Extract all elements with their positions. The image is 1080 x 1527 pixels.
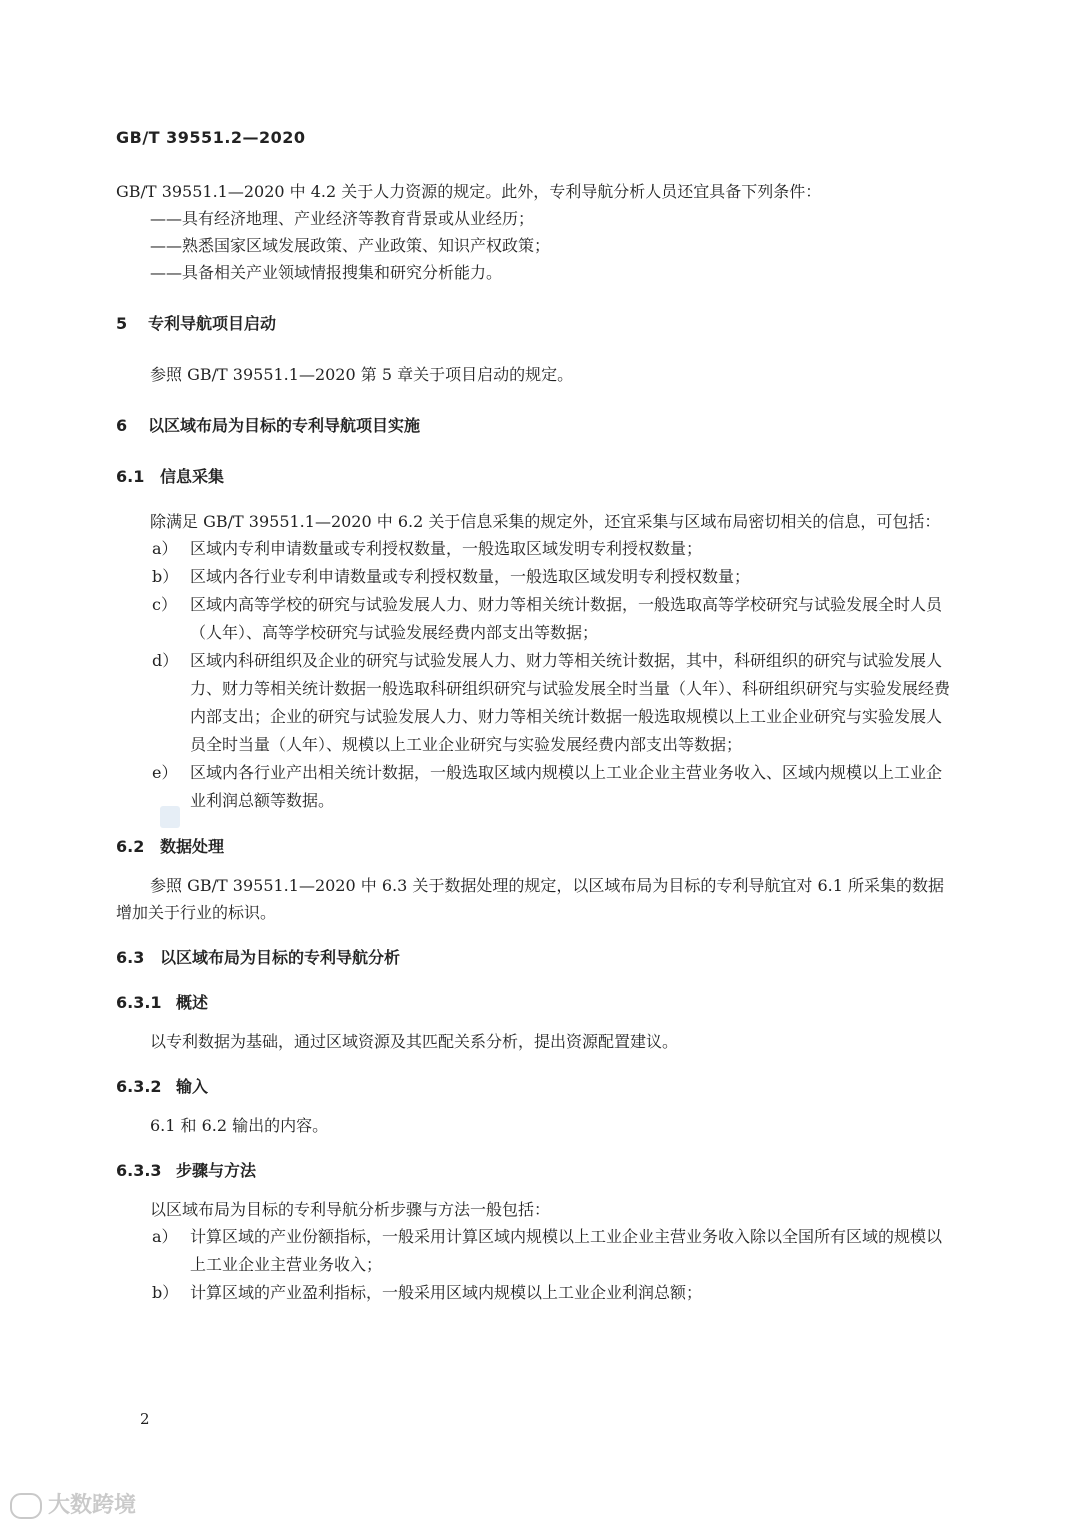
section-6-3-1-heading [116,989,956,1016]
watermark [10,1488,136,1519]
intro-dash-item: ——具有经济地理、产业经济等教育背景或从业经历； [150,209,535,228]
section-title: 数据处理 [160,837,225,856]
section-6-3-1-paragraph: 以专利数据为基础，通过区域资源及其匹配关系分析，提出资源配置建议。 [150,1032,679,1051]
list-item [116,591,956,647]
page-content [116,178,956,1307]
section-6-2-paragraph: 参照 GB/T 39551.1—2020 中 6.3 关于数据处理的规定，以区域布局为目标的专利导航宜对 6.1 所采集的数据增加关于行业的标识。 [116,876,944,922]
section-6-1-paragraph: 除满足 GB/T 39551.1—2020 中 6.2 关于信息采集的规定外，还宜采集与区域布局密切相关的信息，可包括： [150,512,941,531]
list-item [116,1223,956,1279]
section-6-3-2-paragraph: 6.1 和 6.2 输出的内容。 [150,1116,329,1135]
list-text: 区域内专利申请数量或专利授权数量，一般选取区域发明专利授权数量； [190,539,703,558]
list-text: 区域内各行业产出相关统计数据，一般选取区域内规模以上工业企业主营业务收入、区域内规模以上工业企业利润总额等数据。 [190,763,943,810]
section-number: 6 [116,416,128,435]
list-mark: b） [152,1283,179,1302]
section-5-heading [116,310,956,337]
section-6-3-3-paragraph: 以区域布局为目标的专利导航分析步骤与方法一般包括： [150,1200,551,1219]
section-title: 步骤与方法 [176,1161,257,1180]
section-title: 输入 [176,1077,209,1096]
list-item [116,647,956,759]
list-mark: d） [152,651,179,670]
section-number: 5 [116,314,128,333]
list-mark: c） [152,595,177,614]
watermark-logo-icon [10,1493,42,1519]
section-title: 概述 [176,993,209,1012]
list-text: 区域内各行业专利申请数量或专利授权数量，一般选取区域发明专利授权数量； [190,567,751,586]
list-text: 计算区域的产业盈利指标，一般采用区域内规模以上工业企业利润总额； [190,1283,703,1302]
intro-dash-item: ——具备相关产业领域情报搜集和研究分析能力。 [150,263,503,282]
section-title: 以区域布局为目标的专利导航分析 [160,948,401,967]
section-title: 专利导航项目启动 [148,314,277,333]
list-item [116,535,956,563]
section-6-heading [116,412,956,439]
section-6-3-3-heading [116,1157,956,1184]
intro-dash-item: ——熟悉国家区域发展政策、产业政策、知识产权政策； [150,236,551,255]
list-text: 区域内科研组织及企业的研究与试验发展人力、财力等相关统计数据，其中，科研组织的研究与试验发展人力、财力等相关统计数据一般选取科研组织研究与试验发展全时当量（人年）、科研组织研究与实验发展经费内部支出；企业的研究与试验发展人力、财力等相关统计数据一般选取规模以上工业企业研究与实验发展人员全时当量（人年）、规模以上工业企业研究与实验发展经费内部支出等数据； [190,651,951,754]
section-5-paragraph: 参照 GB/T 39551.1—2020 第 5 章关于项目启动的规定。 [150,365,574,384]
section-6-2-heading [116,833,956,860]
section-number: 6.3.2 [116,1077,162,1096]
section-number: 6.3 [116,948,145,967]
section-6-1-heading [116,463,956,490]
intro-paragraph: GB/T 39551.1—2020 中 4.2 关于人力资源的规定。此外，专利导航分析人员还宜具备下列条件： [116,182,822,201]
section-number: 6.2 [116,837,145,856]
list-mark: e） [152,763,178,782]
section-number: 6.3.3 [116,1161,162,1180]
list-mark: b） [152,567,179,586]
list-mark: a） [152,539,178,558]
section-title: 以区域布局为目标的专利导航项目实施 [148,416,421,435]
list-item [116,759,956,815]
watermark-text: 大数跨境 [48,1493,137,1518]
section-number: 6.3.1 [116,993,162,1012]
standard-code-header: GB/T 39551.2—2020 [116,128,306,147]
section-title: 信息采集 [160,467,225,486]
list-item [116,563,956,591]
section-number: 6.1 [116,467,145,486]
list-text: 区域内高等学校的研究与试验发展人力、财力等相关统计数据，一般选取高等学校研究与试验发展全时人员（人年）、高等学校研究与试验发展经费内部支出等数据； [190,595,943,642]
section-6-3-2-heading [116,1073,956,1100]
list-item [116,1279,956,1307]
list-mark: a） [152,1227,178,1246]
page-number: 2 [140,1410,150,1428]
list-text: 计算区域的产业份额指标，一般采用计算区域内规模以上工业企业主营业务收入除以全国所有区域的规模以上工业企业主营业务收入； [190,1227,943,1274]
section-6-3-heading [116,944,956,971]
